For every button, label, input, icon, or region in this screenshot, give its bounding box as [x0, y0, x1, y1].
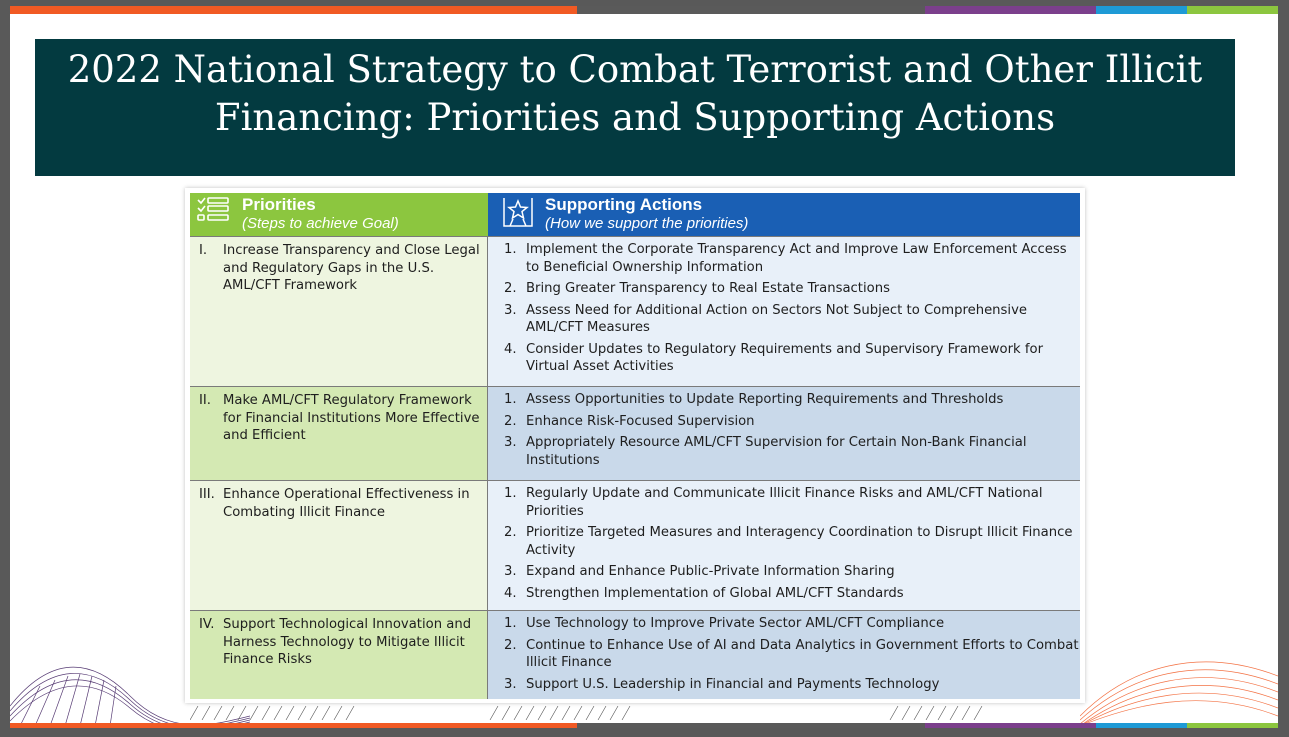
priority-number: IV.	[199, 617, 215, 632]
actions-title: Supporting Actions	[545, 195, 703, 214]
priority-row-3	[190, 480, 1080, 611]
actions-cell	[488, 481, 1080, 611]
action-item: 4. Strengthen Implementation of Global AML/CFT Standards	[504, 585, 904, 601]
action-item: 4. Consider Updates to Regulatory Requirements and Supervisory Framework for Virtual Asset Activities	[504, 341, 1043, 374]
actions-cell	[488, 611, 1080, 699]
priority-text: Make AML/CFT Regulatory Framework for Financial Institutions More Effective and Efficient	[223, 393, 480, 443]
star-badge-icon	[500, 196, 536, 230]
slide	[10, 6, 1278, 728]
hatch-decoration-bottom	[190, 706, 1090, 720]
action-item: 1. Assess Opportunities to Update Reporting Requirements and Thresholds	[504, 392, 1004, 407]
priority-number: III.	[199, 487, 215, 502]
actions-subtitle: (How we support the priorities)	[545, 215, 749, 232]
priority-text: Increase Transparency and Close Legal and Regulatory Gaps in the U.S. AML/CFT Framework	[223, 243, 480, 293]
action-item: 1. Use Technology to Improve Private Sector AML/CFT Compliance	[504, 616, 945, 631]
action-item: 3. Support U.S. Leadership in Financial and Payments Technology	[504, 676, 940, 692]
priority-text: Enhance Operational Effectiveness in Combating Illicit Finance	[223, 487, 470, 520]
wave-decoration-right	[1080, 646, 1278, 726]
action-item: 2. Bring Greater Transparency to Real Estate Transactions	[504, 281, 890, 296]
title-line-1: 2022 National Strategy to Combat Terrorist and Other Illicit	[67, 48, 1203, 91]
priority-text: Support Technological Innovation and Harness Technology to Mitigate Illicit Finance Risks	[223, 617, 472, 667]
priorities-title: Priorities	[242, 195, 316, 214]
priority-cell	[190, 611, 488, 699]
top-accent-bar	[10, 6, 1278, 14]
priority-cell	[190, 481, 488, 611]
action-item: 3. Assess Need for Additional Action on Sectors Not Subject to Comprehensive AML/CFT Measures	[504, 302, 1027, 335]
title-line-2: Financing: Priorities and Supporting Actions	[214, 96, 1056, 139]
list-icon	[196, 197, 232, 223]
action-item: 2. Continue to Enhance Use of AI and Data Analytics in Government Efforts to Combat Illicit Finance	[504, 637, 1079, 670]
actions-cell	[488, 237, 1080, 387]
actions-header	[488, 193, 1080, 236]
actions-cell	[488, 387, 1080, 481]
priority-number: II.	[199, 393, 211, 408]
priority-row-1	[190, 236, 1080, 387]
action-item: 1. Implement the Corporate Transparency Act and Improve Law Enforcement Access to Beneficial Ownership Information	[504, 242, 1067, 275]
action-item: 3. Appropriately Resource AML/CFT Supervision for Certain Non-Bank Financial Institutions	[504, 435, 1027, 468]
priority-row-2	[190, 386, 1080, 481]
strategy-table	[185, 188, 1085, 703]
priorities-header	[190, 193, 488, 236]
slide-title	[35, 39, 1235, 176]
priority-row-4	[190, 610, 1080, 699]
priorities-subtitle: (Steps to achieve Goal)	[242, 215, 399, 232]
priority-number: I.	[199, 243, 208, 258]
action-item: 2. Prioritize Targeted Measures and Interagency Coordination to Disrupt Illicit Finance Activity	[504, 525, 1073, 558]
action-item: 1. Regularly Update and Communicate Illicit Finance Risks and AML/CFT National Priorities	[504, 486, 1043, 519]
priority-cell	[190, 237, 488, 387]
action-item: 3. Expand and Enhance Public-Private Information Sharing	[504, 564, 895, 579]
bottom-accent-bar	[10, 723, 1278, 728]
action-item: 2. Enhance Risk-Focused Supervision	[504, 413, 755, 429]
priority-cell	[190, 387, 488, 481]
